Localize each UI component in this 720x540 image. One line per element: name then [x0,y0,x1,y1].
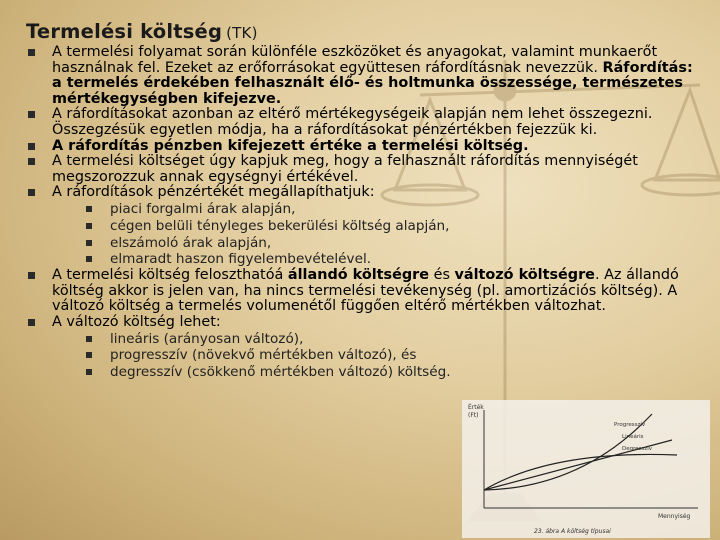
bullet-text [52,44,693,107]
bullet-text [52,314,221,330]
sub-bullet-text: cégen belüli tényleges bekerülési költség alapján, [110,217,450,234]
figure-xlabel: Mennyiség [658,513,691,520]
square-bullet-icon [28,158,35,165]
bullet-text [52,138,529,154]
bullet-text-bold: Ráfordítás: a termelés érdekében felhasznált élő- és holtmunka összessége, természetes mértékegységben kifejezve. [52,59,693,107]
bullet-text-bold: változó költségre [454,267,595,284]
sub-bullet-text: degresszív (csökkenő mértékben változó) költség. [110,364,451,381]
sub-bullet-list [52,201,702,268]
square-bullet-icon [86,336,92,342]
sub-bullet-text: elmaradt haszon figyelembevételével. [110,251,372,268]
square-bullet-icon [28,272,35,279]
bullet-text [52,267,679,314]
sub-bullet-list [52,331,702,381]
square-bullet-icon [86,352,92,358]
bullet-text-part: A változó költség lehet: [52,313,221,330]
sub-bullet-item [52,347,702,364]
sub-bullet-item [52,251,702,268]
sub-bullet-item [52,235,702,252]
bullet-text-part: A termelési folyamat során különféle eszközöket és anyagokat, valamint munkaerőt használnak fel. Ezeket az erőforrásokat együttesen ráfordításnak nevezzük. [52,44,658,76]
sub-bullet-text: piaci forgalmi árak alapján, [110,200,296,217]
bullet-item [26,107,702,138]
bullet-text [52,106,652,138]
bullet-text-part: A termelési költség feloszthatóá [52,267,288,284]
slide-title-text: Termelési költség [26,20,223,43]
square-bullet-icon [86,256,92,262]
bullet-text-part: A ráfordításokat azonban az eltérő mértékegységeik alapján nem lehet összegezni. Összegzésük egyetlen módja, ha a ráfordításokat pénzértékben fejezzük ki. [52,106,653,138]
bullet-item [26,139,702,155]
sub-bullet-text: progresszív (növekvő mértékben változó), és [110,347,417,364]
sub-bullet-text: lineáris (arányosan változó), [110,330,304,347]
bullet-item [26,268,702,315]
square-bullet-icon [28,143,35,150]
figure-ylabel: Érték [468,404,484,411]
bullet-text-part: A ráfordítások pénzértékét megállapíthatjuk: [52,184,375,201]
bullet-text [52,184,375,200]
bullet-item [26,315,702,381]
bullet-item [26,45,702,107]
square-bullet-icon [28,319,35,326]
bullet-item [26,185,702,268]
square-bullet-icon [86,369,92,375]
bullet-item [26,154,702,185]
bullet-text-part: . Az állandó költség akkor is jelen van, ha nincs termelési tevékenység (pl. amortizációs költség). A változó költség a termelés volumenétől függően eltérő mértékben változhat. [52,267,679,315]
sub-bullet-item [52,364,702,381]
bullet-text-part: A termelési költséget úgy kapjuk meg, hogy a felhasznált ráfordítás mennyiségét megszorozzuk annak egységnyi értékével. [52,153,638,185]
bullet-text-bold: A ráfordítás pénzben kifejezett értéke a termelési költség. [52,137,529,154]
square-bullet-icon [86,240,92,246]
sub-bullet-item [52,201,702,218]
sub-bullet-item [52,331,702,348]
slide-title-suffix: (TK) [226,24,258,42]
slide-title [26,20,258,43]
figure-yunit: (Ft) [468,412,479,419]
square-bullet-icon [86,223,92,229]
bullet-text [52,153,638,185]
sub-bullet-text: elszámoló árak alapján, [110,234,272,251]
square-bullet-icon [28,189,35,196]
square-bullet-icon [28,111,35,118]
square-bullet-icon [28,49,35,56]
curve-label-degressive: Degresszív [622,446,653,452]
curve-label-progressive: Progresszív [614,422,646,428]
figure-caption: 23. ábra A költség típusai [534,528,611,535]
square-bullet-icon [86,206,92,212]
bullet-text-bold: állandó költségre [287,267,430,284]
bullet-text-part: és [429,267,455,284]
curve-label-linear: Lineáris [622,434,644,440]
bullet-list [26,45,702,381]
sub-bullet-item [52,218,702,235]
